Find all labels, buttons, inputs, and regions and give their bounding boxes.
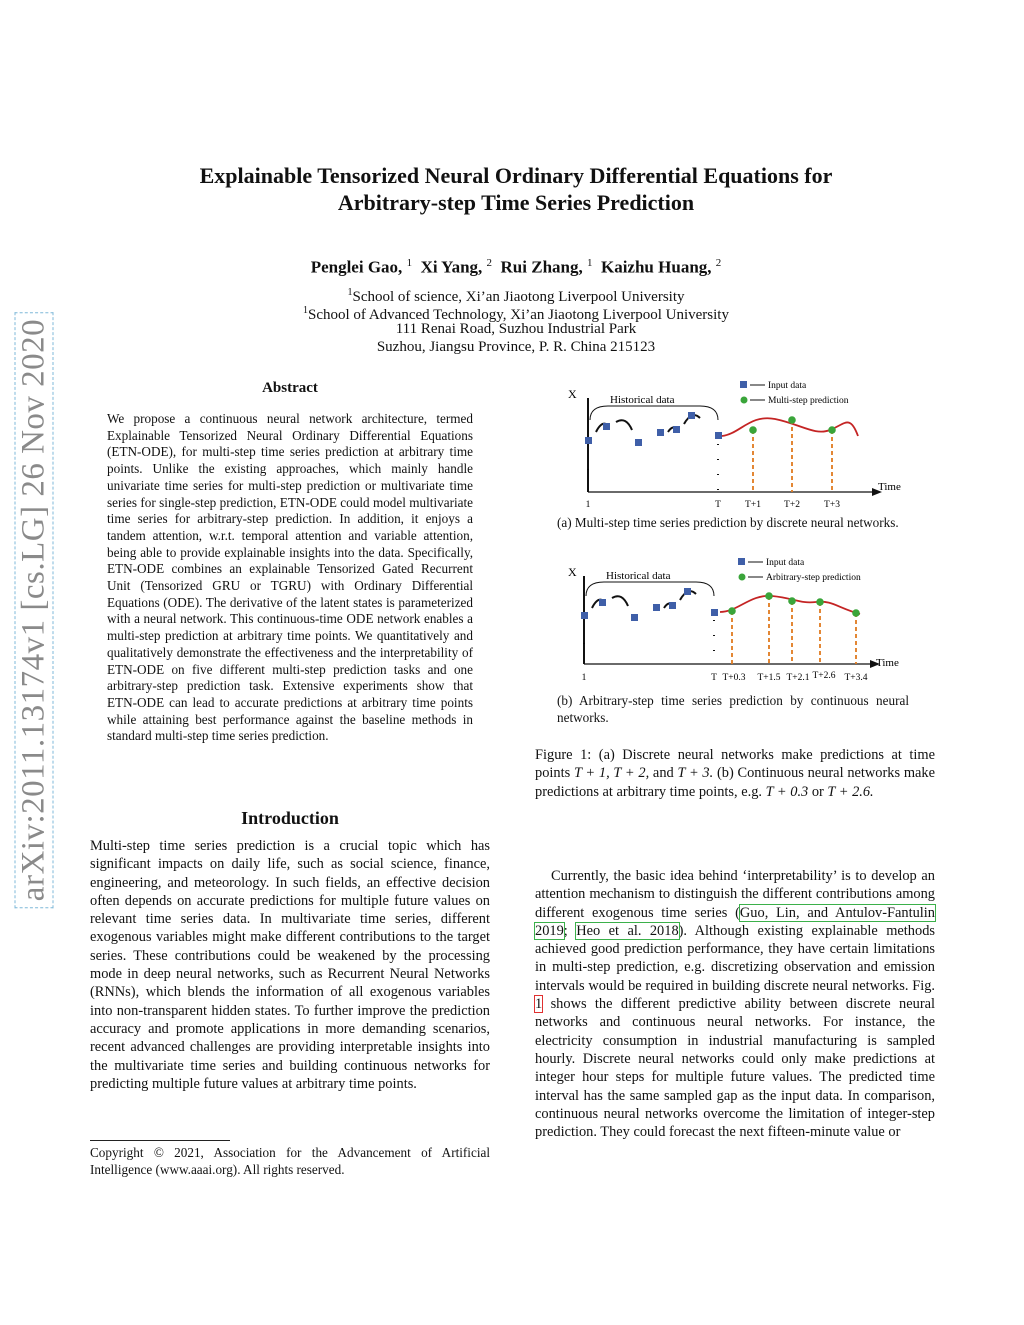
paragraph-text: ). Although existing explainable methods achieved good prediction performance, they have certain limitations in multi-step prediction, e.g. discretizing observation and emission intervals would be required in building discrete neural networks. Fig.	[535, 922, 935, 994]
legend-input-marker	[740, 381, 747, 388]
fig-b-legend-pred: Arbitrary-step prediction	[766, 573, 861, 583]
prediction-point	[788, 416, 796, 424]
fig1-caption-part: (b) Continuous neural networks make predictions at arbitrary time points, e.g.	[535, 765, 935, 800]
prediction-point	[828, 426, 836, 434]
fig1-caption-part: and	[649, 765, 678, 782]
tick-label: T+2.1	[786, 673, 810, 683]
input-point	[635, 439, 642, 446]
fig1-caption-math: T + 1, T + 2,	[573, 765, 650, 782]
fig-b-y-axis-label: X	[568, 565, 577, 579]
paragraph-text: Currently, the basic idea behind ‘interpretability’ is to develop an attention mechanism to distinguish the different contributions among different exogenous time series (	[535, 868, 935, 921]
legend-input-marker	[738, 558, 745, 565]
fig1-caption-math: T + 3.	[677, 765, 714, 782]
abstract-heading: Abstract	[262, 380, 318, 396]
affiliation-line	[100, 338, 932, 356]
paper-title	[100, 162, 932, 216]
input-point	[599, 599, 606, 606]
fig-b-bracket-label: Historical data	[606, 570, 671, 582]
input-point	[711, 609, 718, 616]
fig-a-legend-input: Input data	[768, 381, 807, 391]
tick-label: T+3	[824, 500, 840, 510]
fig-b-caption: (b) Arbitrary-step time series prediction by continuous neural networks.	[557, 693, 909, 725]
citation-separator: ;	[563, 922, 577, 939]
figure-1a	[560, 374, 920, 512]
fig1-caption-math: T + 0.3	[765, 783, 809, 800]
author-sup: 1	[586, 257, 593, 269]
title-line-2: Arbitrary-step Time Series Prediction	[337, 190, 695, 215]
tick-label: 1	[585, 500, 591, 510]
affiliation-text: School of Advanced Technology, Xi’an Jiaotong Liverpool University	[308, 307, 729, 323]
author-name: Rui Zhang,	[500, 257, 583, 277]
fig1-caption-part: Figure 1: (a) Discrete neural networks make predictions at time points	[535, 747, 935, 782]
tick-label: T+0.3	[722, 673, 746, 683]
fig-b-x-axis-label: Time	[876, 657, 899, 669]
figure-1-caption	[535, 746, 935, 801]
author-sup: 2	[486, 257, 493, 269]
copyright-footnote: Copyright © 2021, Association for the Advancement of Artificial Intelligence (www.aaai.org). All rights reserved.	[90, 1145, 490, 1177]
tick-label: T+2	[784, 500, 800, 510]
footnote-rule	[90, 1140, 230, 1141]
title-line-1: Explainable Tensorized Neural Ordinary Differential Equations for	[199, 163, 833, 188]
prediction-point	[749, 426, 757, 434]
tick-label: T	[711, 673, 717, 683]
tick-label: T+3.4	[844, 673, 868, 683]
fig-a-y-axis-label: X	[568, 387, 577, 401]
author-name: Penglei Gao,	[310, 257, 403, 277]
tick-label: T	[715, 500, 721, 510]
input-point	[715, 432, 722, 439]
input-point	[581, 612, 588, 619]
right-column-body	[535, 867, 935, 1141]
legend-pred-marker	[739, 574, 746, 581]
input-point	[673, 426, 680, 433]
introduction-heading: Introduction	[241, 808, 339, 828]
history-arc	[612, 596, 628, 606]
figure-1b	[560, 552, 920, 690]
tick-label: T+1	[745, 500, 761, 510]
author-sup: 1	[406, 257, 413, 269]
affiliation-text: 111 Renai Road, Suzhou Industrial Park	[395, 321, 637, 337]
fig-a-x-axis-label: Time	[878, 481, 901, 493]
affiliation-sup: 1	[303, 305, 309, 316]
affiliation-text: Suzhou, Jiangsu Province, P. R. China 215123	[376, 339, 656, 355]
legend-pred-marker	[741, 397, 748, 404]
input-point	[603, 423, 610, 430]
history-arc	[616, 420, 632, 430]
affiliation-line	[100, 320, 932, 338]
input-point	[585, 437, 592, 444]
tick-label: 1	[581, 673, 587, 683]
input-point	[657, 429, 664, 436]
fig1-caption-math: T + 2.6.	[827, 783, 874, 800]
paragraph-interpretability	[535, 867, 935, 1141]
figure-ref-link[interactable]: 1	[535, 996, 543, 1013]
author-list	[100, 257, 932, 278]
author-name: Kaizhu Huang,	[600, 257, 712, 277]
affiliation-text: School of science, Xi’an Jiaotong Liverpool University	[352, 289, 685, 305]
arxiv-stamp	[8, 310, 60, 910]
fig-a-caption: (a) Multi-step time series prediction by discrete neural networks.	[557, 515, 899, 530]
prediction-point	[788, 597, 796, 605]
author-name: Xi Yang,	[420, 257, 483, 277]
abstract-body: We propose a continuous neural network architecture, termed Explainable Tensorized Neural Ordinary Differential Equations (ETN-ODE), for multi-step time series prediction at arbitrary time points. Unlike the existing approaches, which mainly handle univariate time series for multi-step prediction or multivariate time series for single-step prediction, ETN-ODE could model multivariate time series for arbitrary-step prediction. In addition, it enjoys a tandem attention, w.r.t. temporal attention and variable attention, being able to provide explainable insights into the data. Specifically, ETN-ODE combines an explainable Tensorized Gated Recurrent Unit (Tensorized GRU or TGRU) with Ordinary Differential Equations (ODE). The derivative of the latent states is parameterized with a neural network. This continuous-time ODE network enables a multi-step prediction at arbitrary time points. We quantitatively and qualitatively demonstrate the effectiveness and the interpretability of ETN-ODE on five different multi-step prediction tasks and one arbitrary-step prediction task. Extensive experiments show that ETN-ODE can lead to accurate predictions at arbitrary time points while attaining best performance against the baseline methods in standard multi-step time series prediction.	[107, 411, 473, 744]
citation-link[interactable]: Guo, Lin, and Antulov-Fantulin	[739, 904, 935, 921]
input-point	[684, 588, 691, 595]
fig-b-legend-input: Input data	[766, 558, 805, 568]
author-sup: 2	[715, 257, 722, 269]
prediction-point	[765, 592, 773, 600]
input-point	[653, 604, 660, 611]
affiliation-sup: 1	[347, 287, 353, 298]
fig-a-legend-pred: Multi-step prediction	[768, 396, 849, 406]
paragraph-text: shows the different predictive ability between discrete neural networks and continuous neural networks. For instance, the electricity consumption in industrial manufacturing is sampled hourly. Discrete neural networks could only make predictions at integer hour steps for multiple future values. The predicted time interval has the same sampled gap as the input data. In comparison, continuous neural networks overcome the limitation of integer-step prediction. They could forecast the next fifteen-minute value or	[535, 996, 935, 1141]
tick-label: T+1.5	[757, 673, 781, 683]
ellipsis-dot: .	[582, 636, 586, 647]
input-point	[688, 412, 695, 419]
citation-link[interactable]: Heo et al. 2018	[576, 922, 679, 939]
prediction-point	[852, 609, 860, 617]
ellipsis-dot: .	[586, 462, 590, 473]
prediction-point	[728, 607, 736, 615]
fig1-caption-part: or	[808, 783, 828, 800]
introduction-body: Multi-step time series prediction is a crucial topic which has significant impacts on daily life, such as social science, finance, engineering, and meteorology. In such fields, an effective decision often depends on accurate predictions for multiple future values on relevant time series data. In multivariate time series, different exogenous variables might make different contributions to the target series. These contributions could be weakened by the processing mode in deep neural networks, such as Recurrent Neural Networks (RNNs), which blends the information of all exogenous variables into non-transparent hidden states. To further improve the prediction accuracy and promote applications in more demanding scenarios, recent advanced challenges are providing interpretable insights into the multivariate time series and building continuous networks for predicting multiple future values at arbitrary time points.	[90, 838, 490, 1092]
input-point	[631, 614, 638, 621]
tick-label: T+2.6	[812, 671, 836, 681]
arxiv-stamp-text: arXiv:2011.13174v1 [cs.LG] 26 Nov 2020	[15, 312, 54, 908]
fig-a-bracket-label: Historical data	[610, 394, 675, 406]
citation-year-link[interactable]: 2019	[535, 922, 564, 939]
input-point	[669, 602, 676, 609]
prediction-point	[816, 598, 824, 606]
